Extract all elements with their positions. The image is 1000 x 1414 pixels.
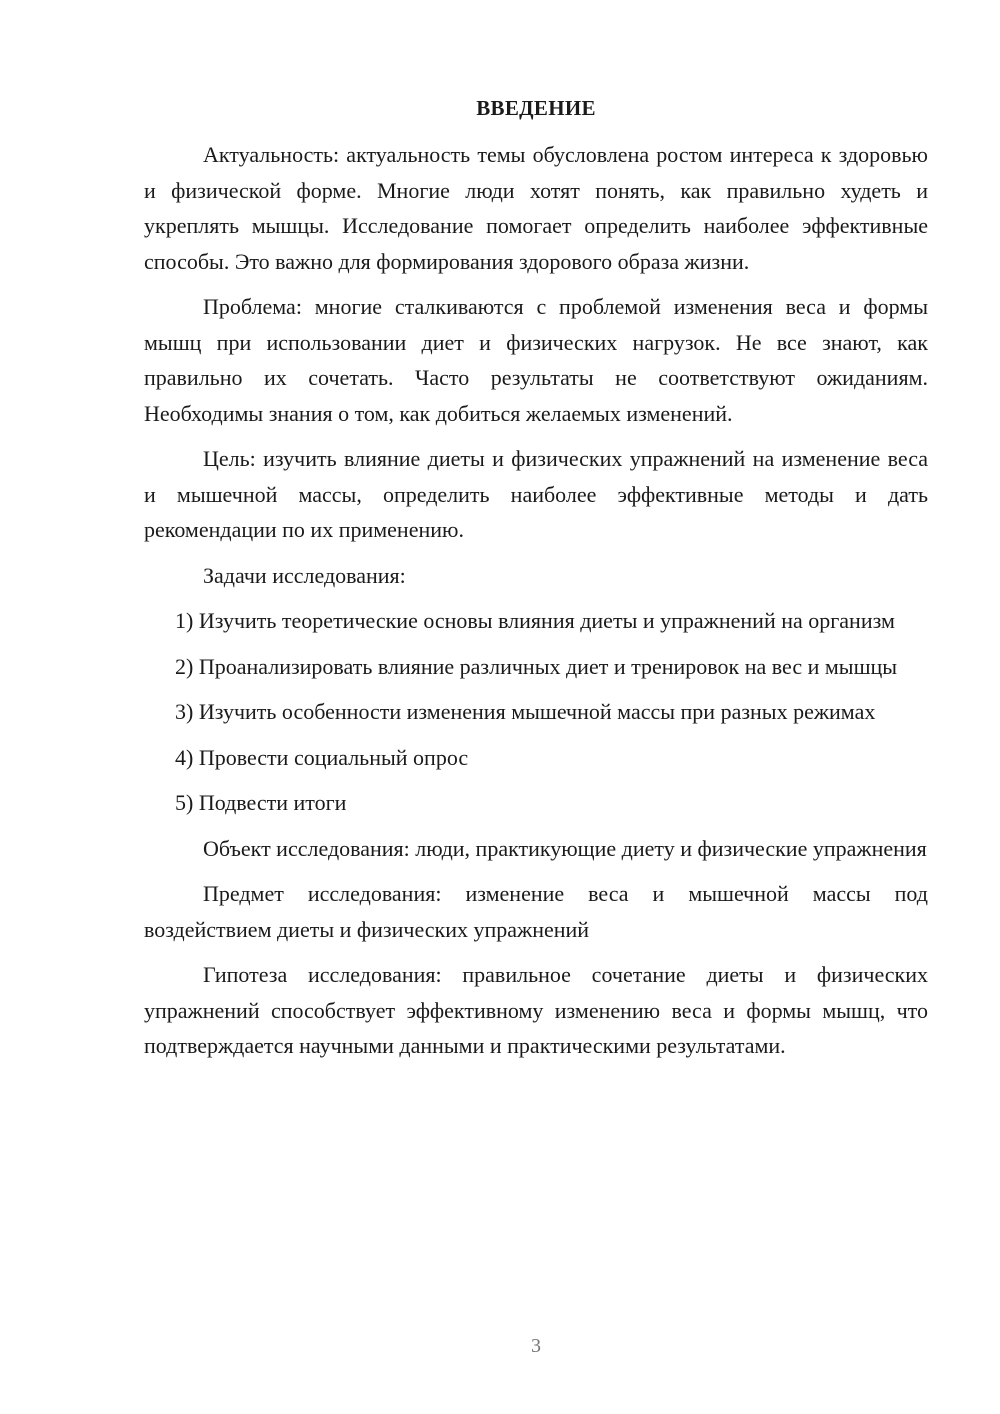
paragraph-subject: Предмет исследования: изменение веса и мышечной массы под воздействием диеты и физических упражнений: [144, 881, 928, 942]
paragraph-hypothesis: Гипотеза исследования: правильное сочетание диеты и физических упражнений способствует эффективному изменению веса и формы мышц, что подтверждается научными данными и практическими результатами.: [144, 962, 928, 1058]
task-item-5: 5) Подвести итоги: [175, 790, 347, 815]
tasks-heading: Задачи исследования:: [203, 562, 406, 588]
task-item-3: 3) Изучить особенности изменения мышечной массы при разных режимах: [175, 699, 876, 724]
paragraph-goal: Цель: изучить влияние диеты и физических упражнений на изменение веса и мышечной массы, определить наиболее эффективные методы и дать рекомендации по их применению.: [144, 446, 928, 542]
paragraph-object: Объект исследования: люди, практикующие диету и физические упражнения: [203, 835, 927, 861]
page-content: [144, 96, 928, 1064]
section-title: ВВЕДЕНИЕ: [476, 96, 596, 120]
paragraph-relevance: Актуальность: актуальность темы обусловлена ростом интереса к здоровью и физической форме. Многие люди хотят понять, как правильно худеть и укреплять мышцы. Исследование помогает определить наиболее эффективные способы. Это важно для формирования здорового образа жизни.: [144, 142, 928, 274]
page-number: 3: [531, 1335, 541, 1357]
paragraph-problem: Проблема: многие сталкиваются с проблемой изменения веса и формы мышц при использовании диет и физических нагрузок. Не все знают, как правильно их сочетать. Часто результаты не соответствуют ожиданиям. Необходимы знания о том, как добиться желаемых изменений.: [144, 294, 928, 426]
task-item-1: 1) Изучить теоретические основы влияния диеты и упражнений на организм: [175, 608, 895, 633]
task-item-2: 2) Проанализировать влияние различных диет и тренировок на вес и мышцы: [175, 653, 898, 679]
task-item-4: 4) Провести социальный опрос: [175, 744, 469, 770]
